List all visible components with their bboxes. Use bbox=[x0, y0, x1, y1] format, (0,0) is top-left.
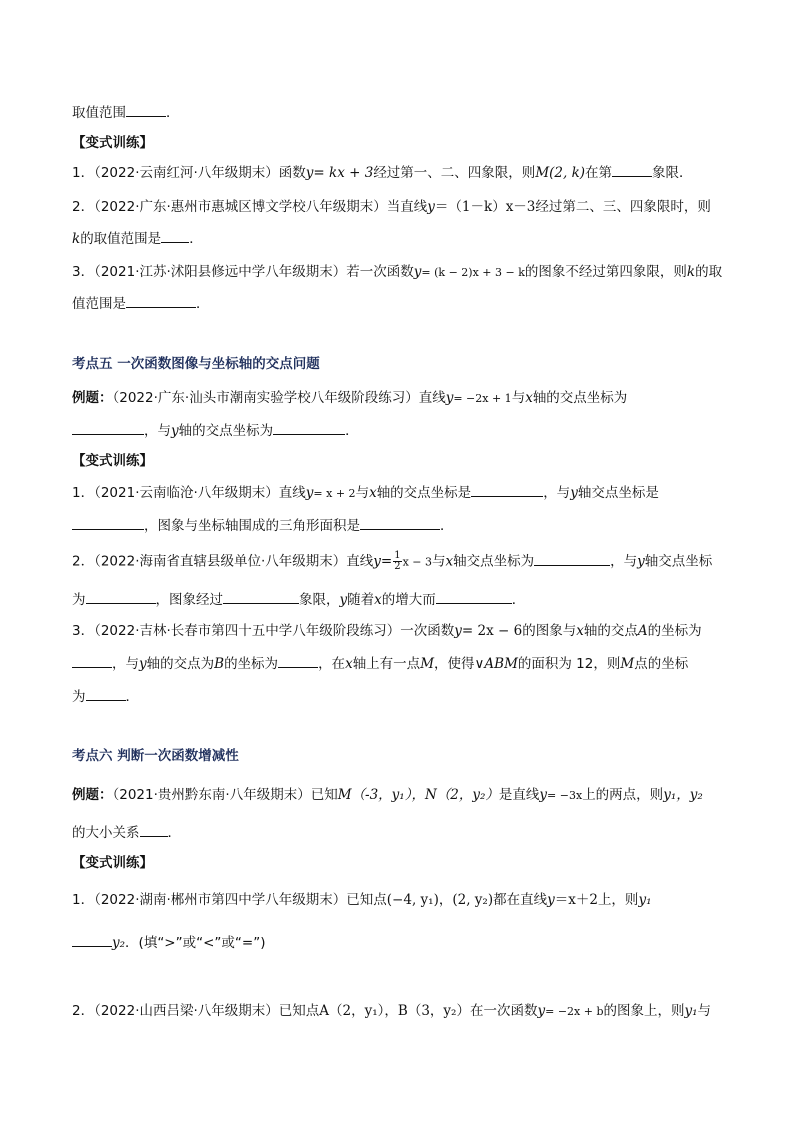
practice-item-2-cont: k的取值范围是 ． bbox=[72, 231, 203, 247]
practice-5-1: 1．（2021·云南临沧·八年级期末）直线y= x + 2与x轴的交点坐标是 ，与y轴交点坐标是 bbox=[72, 485, 659, 501]
example-6: 例题：（2021·贵州黔东南·八年级期末）已知M（-3，y₁），N（2，y₂）是直线y= −3x上的两点，则y₁，y₂ bbox=[72, 787, 703, 803]
blank[interactable] bbox=[360, 516, 440, 530]
practice-item-1: 1．（2022·云南红河·八年级期末）函数y= kx + 3经过第一、二、四象限，则M(2, k)在第 象限． bbox=[72, 165, 693, 181]
practice-5-3: 3．（2022·吉林·长春市第四十五中学八年级阶段练习）一次函数y= 2x − 6的图象与x轴的交点A的坐标为 bbox=[72, 623, 702, 639]
practice-heading-2: 【变式训练】 bbox=[72, 453, 153, 469]
blank[interactable] bbox=[72, 516, 144, 530]
practice-5-3-cont2: 为 ． bbox=[72, 689, 139, 705]
line-range-tail: 取值范围 ． bbox=[72, 105, 180, 121]
example-6-cont: 的大小关系 ． bbox=[72, 825, 181, 841]
practice-heading-1: 【变式训练】 bbox=[72, 135, 153, 151]
blank[interactable] bbox=[140, 823, 168, 837]
example-5-cont: ，与y轴的交点坐标为 ． bbox=[72, 421, 359, 441]
blank[interactable] bbox=[436, 590, 512, 604]
blank[interactable] bbox=[273, 421, 345, 435]
blank[interactable] bbox=[534, 552, 610, 566]
blank[interactable] bbox=[72, 654, 112, 668]
practice-heading-3: 【变式训练】 bbox=[72, 855, 153, 871]
practice-item-3-cont: 值范围是 ． bbox=[72, 296, 210, 312]
fraction-half: $\frac{1}{2}$ bbox=[394, 550, 401, 572]
section-title-5: 考点五 一次函数图像与坐标轴的交点问题 bbox=[72, 356, 320, 372]
practice-6-1-cont: y₂．(填“>”或“<”或“=”) bbox=[72, 933, 265, 953]
example-5: 例题：（2022·广东·汕头市潮南实验学校八年级阶段练习）直线y= −2x + 1与x轴的交点坐标为 bbox=[72, 390, 628, 406]
practice-5-2: 2．（2022·海南省直辖县级单位·八年级期末）直线y= $\frac{1}{2}$ x − 3与x轴交点坐标为 ，与y轴交点坐标 bbox=[72, 550, 713, 572]
practice-6-1: 1．（2022·湖南·郴州市第四中学八年级期末）已知点(−4, y₁)，(2, y₂)都在直线y＝x＋2上，则y₁ bbox=[72, 892, 652, 908]
section-title-6: 考点六 判断一次函数增减性 bbox=[72, 748, 239, 764]
blank[interactable] bbox=[126, 294, 196, 308]
practice-5-3-cont: ，与y轴的交点为B的坐标为 ，在x轴上有一点M，使得∨ABM的面积为 12，则M点的坐标 bbox=[72, 654, 688, 674]
blank[interactable] bbox=[161, 229, 189, 243]
blank[interactable] bbox=[86, 687, 126, 701]
blank[interactable] bbox=[72, 421, 144, 435]
blank[interactable] bbox=[126, 103, 166, 117]
blank[interactable] bbox=[612, 163, 652, 177]
practice-item-2: 2．（2022·广东·惠州市惠城区博文学校八年级期末）当直线y＝（1－k）x－3经过第二、三、四象限时，则 bbox=[72, 199, 711, 215]
blank[interactable] bbox=[86, 590, 156, 604]
blank[interactable] bbox=[471, 483, 543, 497]
blank[interactable] bbox=[72, 933, 112, 947]
practice-5-1-cont: ，图象与坐标轴围成的三角形面积是 ． bbox=[72, 516, 454, 536]
blank[interactable] bbox=[278, 654, 318, 668]
practice-item-3: 3．（2021·江苏·沭阳县修远中学八年级期末）若一次函数y= (k − 2)x + 3 − k的图象不经过第四象限，则k的取 bbox=[72, 264, 723, 280]
blank[interactable] bbox=[223, 590, 299, 604]
practice-6-2: 2．（2022·山西吕梁·八年级期末）已知点A（2，y₁），B（3，y₂）在一次函数y= −2x + b的图象上，则y₁与 bbox=[72, 1003, 712, 1019]
practice-5-2-cont: 为 ，图象经过 象限，y随着x的增大而 ． bbox=[72, 592, 526, 608]
